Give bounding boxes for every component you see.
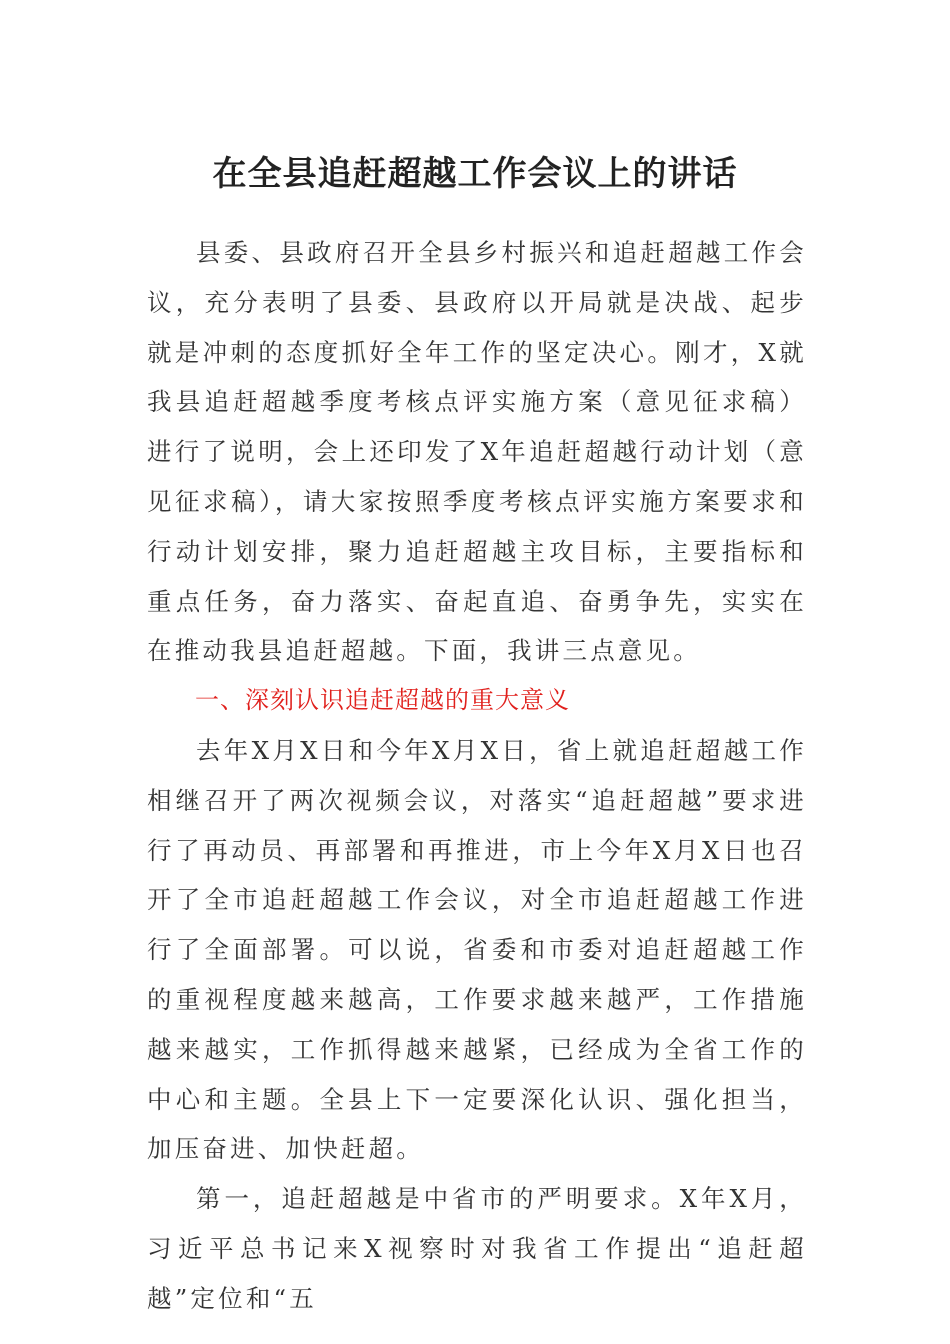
section-heading: 一、深刻认识追赶超越的重大意义	[195, 686, 570, 715]
section-paragraph-1: 去年X月X日和今年X月X日，省上就追赶超越工作相继召开了两次视频会议，对落实“追赶超越”要求进行了再动员、再部署和再推进，市上今年X月X日也召开了全市追赶超越工作会议，对全市追赶超越工作进行了全面部署。可以说，省委和市委对追赶超越工作的重视程度越来越高，工作要求越来越严，工作措施越来越实，工作抓得越来越紧，已经成为全省工作的中心和主题。全县上下一定要深化认识、强化担当，加压奋进、加快赶超。	[147, 735, 807, 1164]
document-body	[147, 228, 807, 1324]
section-paragraph-2: 第一，追赶超越是中省市的严明要求。X年X月，习近平总书记来X视察时对我省工作提出“追赶超越”定位和“五	[147, 1184, 807, 1313]
intro-paragraph: 县委、县政府召开全县乡村振兴和追赶超越工作会议，充分表明了县委、县政府以开局就是决战、起步就是冲刺的态度抓好全年工作的坚定决心。刚才，X就我县追赶超越季度考核点评实施方案（意见征求稿）进行了说明，会上还印发了X年追赶超越行动计划（意见征求稿），请大家按照季度考核点评实施方案要求和行动计划安排，聚力追赶超越主攻目标，主要指标和重点任务，奋力落实、奋起直追、奋勇争先，实实在在推动我县追赶超越。下面，我讲三点意见。	[147, 238, 807, 666]
document-title: 在全县追赶超越工作会议上的讲话	[212, 154, 738, 194]
